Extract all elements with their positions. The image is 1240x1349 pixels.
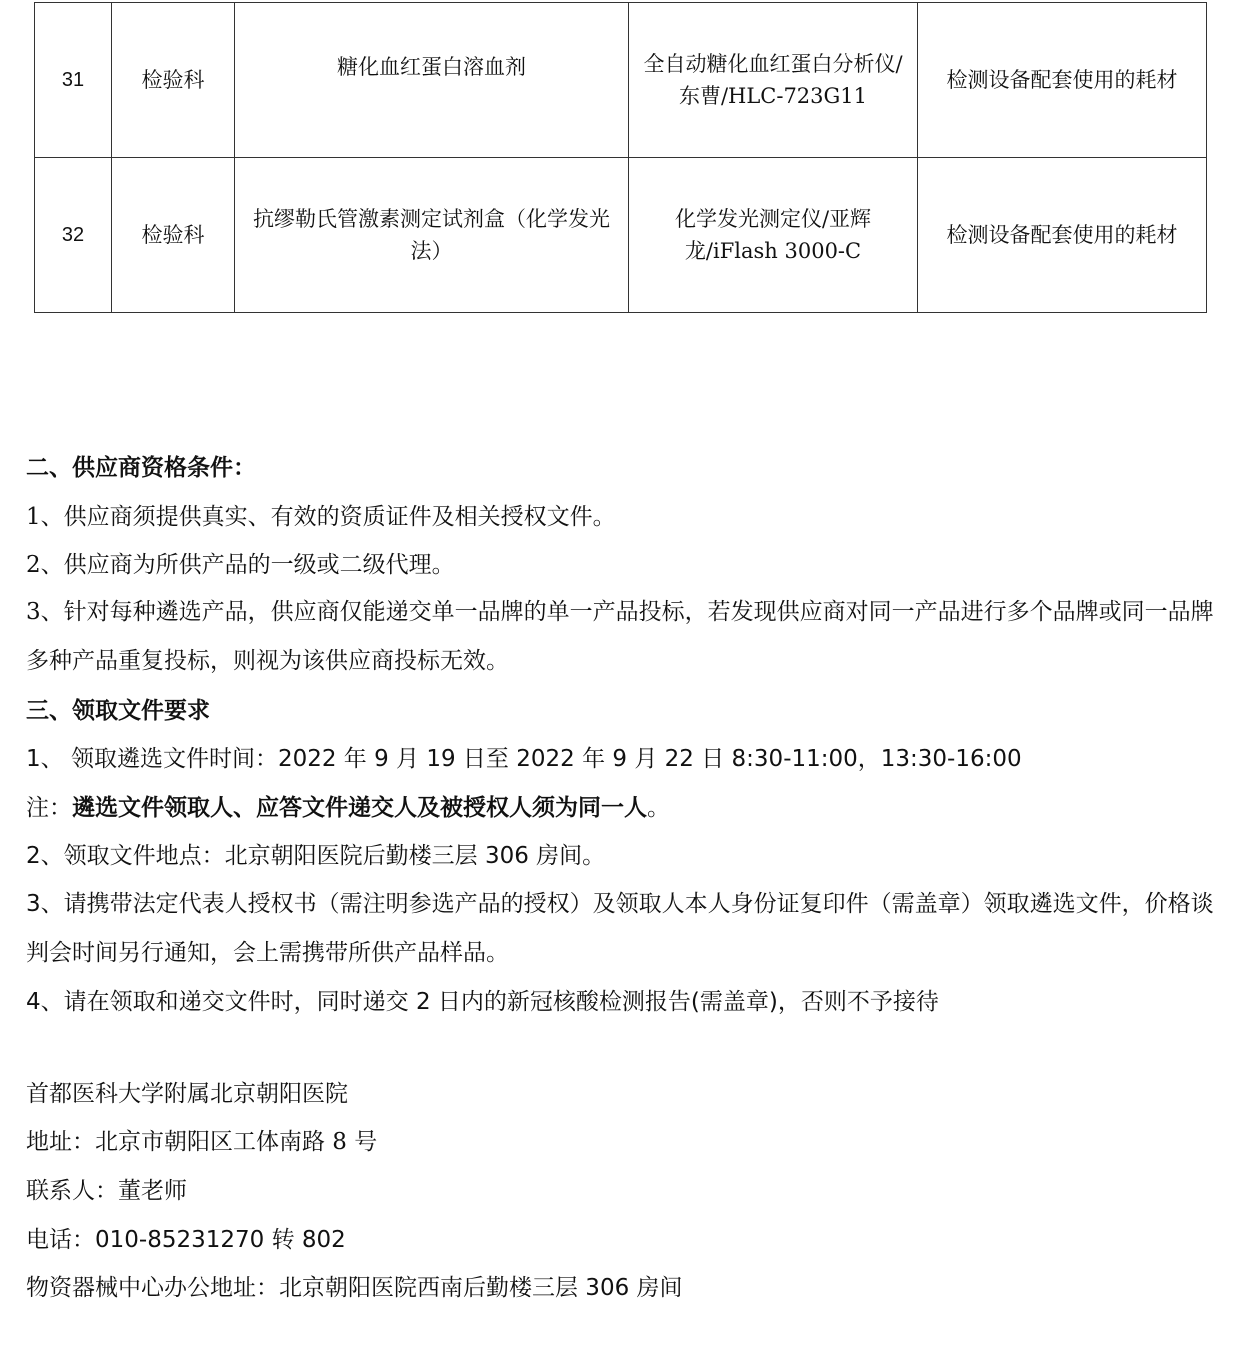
usage-cell: 检测设备配套使用的耗材 xyxy=(918,3,1207,158)
equipment-cell: 全自动糖化血红蛋白分析仪/东曹/HLC-723G11 xyxy=(629,3,918,158)
qualification-item-2: 2、供应商为所供产品的一级或二级代理。 xyxy=(26,552,455,578)
department-cell: 检验科 xyxy=(112,158,235,313)
organization-address: 地址：北京市朝阳区工体南路 8 号 xyxy=(26,1129,378,1155)
contact-person: 联系人：董老师 xyxy=(26,1178,187,1204)
documents-note xyxy=(26,793,670,823)
documents-item-3: 3、请携带法定代表人授权书（需注明参选产品的授权）及领取人本人身份证复印件（需盖章）领取遴选文件，价格谈判会时间另行通知，会上需携带所供产品样品。 xyxy=(26,891,1214,966)
row-number: 31 xyxy=(35,3,112,158)
table-row xyxy=(35,158,1207,313)
section-heading-qualification: 二、供应商资格条件： xyxy=(26,455,256,481)
documents-item-1: 1、 领取遴选文件时间：2022 年 9 月 19 日至 2022 年 9 月 22 日 8:30-11:00，13:30-16:00 xyxy=(26,746,1022,772)
usage-cell: 检测设备配套使用的耗材 xyxy=(918,158,1207,313)
product-name-cell: 抗缪勒氏管激素测定试剂盒（化学发光法） xyxy=(235,158,629,313)
organization-name: 首都医科大学附属北京朝阳医院 xyxy=(26,1081,348,1107)
section-heading-documents: 三、领取文件要求 xyxy=(26,698,210,724)
office-address: 物资器械中心办公地址：北京朝阳医院西南后勤楼三层 306 房间 xyxy=(26,1275,683,1301)
qualification-item-3: 3、针对每种遴选产品，供应商仅能递交单一品牌的单一产品投标，若发现供应商对同一产品进行多个品牌或同一品牌多种产品重复投标，则视为该供应商投标无效。 xyxy=(26,599,1214,674)
table-row xyxy=(35,3,1207,158)
note-prefix: 注： xyxy=(26,795,72,821)
equipment-cell: 化学发光测定仪/亚辉龙/iFlash 3000-C xyxy=(629,158,918,313)
department-cell: 检验科 xyxy=(112,3,235,158)
product-table xyxy=(34,2,1207,313)
row-number: 32 xyxy=(35,158,112,313)
documents-item-4: 4、请在领取和递交文件时，同时递交 2 日内的新冠核酸检测报告(需盖章)，否则不予接待 xyxy=(26,989,939,1015)
qualification-item-1: 1、供应商须提供真实、有效的资质证件及相关授权文件。 xyxy=(26,504,616,530)
documents-item-2: 2、领取文件地点：北京朝阳医院后勤楼三层 306 房间。 xyxy=(26,843,606,869)
contact-phone: 电话：010-85231270 转 802 xyxy=(26,1227,346,1253)
product-name-cell: 糖化血红蛋白溶血剂 xyxy=(235,3,629,158)
note-emphasis: 遴选文件领取人、应答文件递交人及被授权人须为同一人 xyxy=(72,795,647,821)
note-suffix: 。 xyxy=(647,795,670,821)
